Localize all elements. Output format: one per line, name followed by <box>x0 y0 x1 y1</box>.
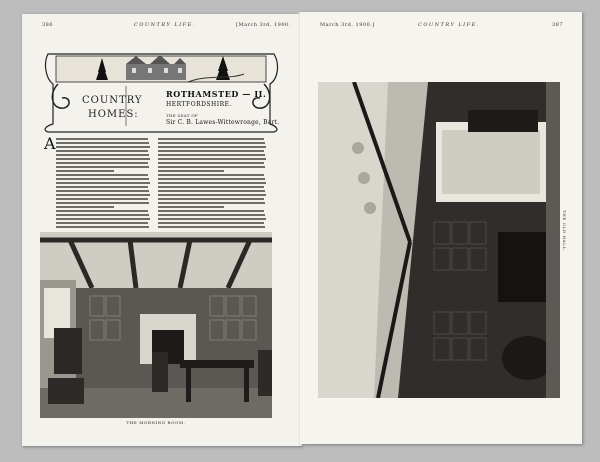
text-line <box>158 146 266 148</box>
text-line <box>56 154 149 156</box>
text-line <box>56 158 150 160</box>
text-line <box>56 142 149 144</box>
old-hall-caption: THE OLD HALL. <box>562 210 567 252</box>
text-line <box>158 218 266 220</box>
article-text-column-left <box>56 138 152 230</box>
text-line <box>158 162 264 164</box>
text-line <box>158 150 264 152</box>
right-page-date: March 3rd, 1900.] <box>320 22 375 28</box>
text-line <box>56 166 149 168</box>
masthead-homes-text: HOMES: <box>88 109 139 120</box>
left-page-date: [March 3rd, 1900. <box>236 22 291 28</box>
text-line <box>56 174 148 176</box>
text-line <box>158 202 265 204</box>
text-line <box>158 158 266 160</box>
text-line <box>158 222 264 224</box>
article-title: ROTHAMSTED — II. <box>166 89 267 99</box>
text-line <box>56 138 148 140</box>
text-line <box>158 186 264 188</box>
text-line <box>158 138 264 140</box>
owner-name: Sir C. B. Lawes-Wittewronge, Bart. <box>166 119 280 126</box>
text-line <box>56 162 148 164</box>
text-line <box>158 214 265 216</box>
text-line <box>56 206 114 208</box>
article-subtitle: HERTFORDSHIRE. <box>166 101 232 108</box>
text-line <box>158 210 264 212</box>
text-line <box>158 154 265 156</box>
right-running-title: COUNTRY LIFE. <box>418 22 480 28</box>
text-line <box>158 170 224 172</box>
drop-cap: A <box>44 134 56 153</box>
text-line <box>56 186 148 188</box>
text-line <box>158 226 265 228</box>
right-page-number: 387 <box>552 22 564 28</box>
morning-room-caption: THE MORNING ROOM. <box>126 420 186 425</box>
text-line <box>56 150 148 152</box>
text-line <box>158 142 265 144</box>
masthead-country-text: COUNTRY <box>82 95 143 106</box>
article-text-column-right <box>158 138 268 230</box>
country-homes-masthead <box>38 44 284 134</box>
text-line <box>158 194 266 196</box>
morning-room-photograph <box>40 232 272 418</box>
text-line <box>158 182 266 184</box>
text-line <box>56 202 149 204</box>
text-line <box>56 222 148 224</box>
text-line <box>56 218 150 220</box>
text-line <box>56 214 149 216</box>
text-line <box>56 190 149 192</box>
text-line <box>158 190 265 192</box>
text-line <box>158 174 264 176</box>
left-page-number: 386 <box>42 22 54 28</box>
text-line <box>158 166 265 168</box>
seat-of-label: THE SEAT OF <box>166 113 198 118</box>
text-line <box>56 210 148 212</box>
text-line <box>56 194 150 196</box>
text-line <box>56 182 150 184</box>
text-line <box>56 146 150 148</box>
text-line <box>158 178 265 180</box>
text-line <box>158 206 224 208</box>
text-line <box>158 198 264 200</box>
text-line <box>56 226 149 228</box>
text-line <box>56 178 149 180</box>
left-running-title: COUNTRY LIFE. <box>134 22 196 28</box>
old-hall-photograph <box>318 82 560 398</box>
text-line <box>56 198 148 200</box>
text-line <box>56 170 114 172</box>
